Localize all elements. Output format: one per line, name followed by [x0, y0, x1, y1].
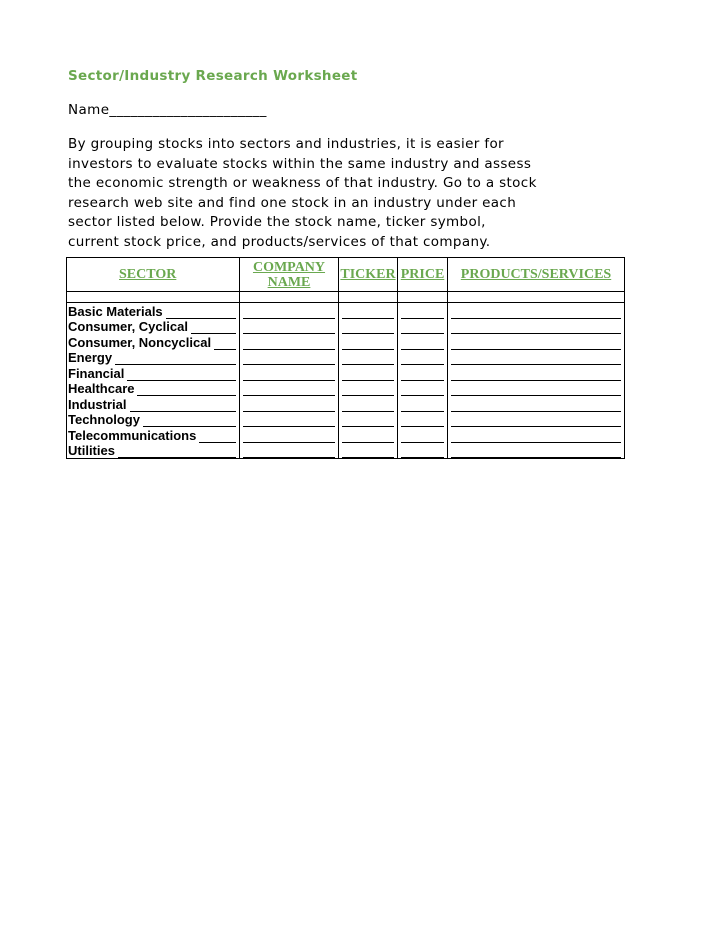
company-name-blank[interactable] — [240, 365, 339, 381]
company-name-blank[interactable] — [240, 396, 339, 412]
header-company-name: COMPANY NAME — [240, 258, 339, 292]
sector-label: Consumer, Cyclical — [68, 319, 188, 334]
sector-label: Basic Materials — [68, 303, 163, 319]
products-services-blank[interactable] — [448, 334, 625, 350]
table-row — [67, 396, 625, 412]
price-blank[interactable] — [398, 365, 448, 381]
price-blank[interactable] — [398, 396, 448, 412]
fill-in-line — [342, 457, 394, 458]
fill-in-line — [451, 457, 621, 458]
spacer-cell — [240, 292, 339, 303]
table-row — [67, 334, 625, 350]
sector-rows — [67, 303, 625, 459]
spacer-cell — [398, 292, 448, 303]
table-row — [67, 350, 625, 366]
sector-label: Energy — [68, 350, 113, 365]
sector-cell — [67, 427, 240, 443]
table-row — [67, 443, 625, 459]
table-row — [67, 427, 625, 443]
ticker-blank[interactable] — [339, 396, 398, 412]
instructions-paragraph — [68, 135, 568, 253]
company-name-blank[interactable] — [240, 319, 339, 335]
instructions-line: current stock price, and products/services of that company. — [68, 233, 491, 250]
sector-cell — [67, 365, 240, 381]
header-sector: SECTOR — [67, 258, 240, 292]
spacer-cell — [339, 292, 398, 303]
company-name-blank[interactable] — [240, 443, 339, 459]
table-row — [67, 319, 625, 335]
worksheet-title: Sector/Industry Research Worksheet — [68, 68, 358, 84]
company-name-blank[interactable] — [240, 350, 339, 366]
sector-label: Utilities — [68, 443, 115, 458]
header-price: PRICE — [398, 258, 448, 292]
sector-cell — [67, 381, 240, 397]
ticker-blank[interactable] — [339, 412, 398, 428]
table-row — [67, 381, 625, 397]
price-blank[interactable] — [398, 427, 448, 443]
sector-cell — [67, 396, 240, 412]
products-services-blank[interactable] — [448, 381, 625, 397]
research-table — [66, 257, 625, 459]
sector-cell — [67, 443, 240, 459]
products-services-blank[interactable] — [448, 396, 625, 412]
products-services-blank[interactable] — [448, 412, 625, 428]
products-services-blank[interactable] — [448, 365, 625, 381]
sector-cell — [67, 412, 240, 428]
products-services-blank[interactable] — [448, 427, 625, 443]
name-field-line: Name______________________ — [68, 102, 267, 118]
ticker-blank[interactable] — [339, 443, 398, 459]
sector-label: Consumer, Noncyclical — [68, 334, 212, 350]
table-row — [67, 412, 625, 428]
company-name-blank[interactable] — [240, 381, 339, 397]
sector-label: Telecommunications — [68, 427, 197, 443]
price-blank[interactable] — [398, 319, 448, 335]
fill-in-line — [243, 457, 335, 458]
sector-label: Financial — [68, 365, 125, 381]
products-services-blank[interactable] — [448, 319, 625, 335]
sector-cell — [67, 303, 240, 319]
price-blank[interactable] — [398, 443, 448, 459]
instructions-line: research web site and find one stock in an industry under each — [68, 194, 517, 211]
price-blank[interactable] — [398, 334, 448, 350]
instructions-line: By grouping stocks into sectors and industries, it is easier for — [68, 136, 504, 152]
spacer-cell — [448, 292, 625, 303]
table-spacer-row — [67, 292, 625, 303]
table-row — [67, 365, 625, 381]
sector-label: Technology — [68, 412, 140, 427]
table-row — [67, 303, 625, 319]
ticker-blank[interactable] — [339, 303, 398, 319]
price-blank[interactable] — [398, 381, 448, 397]
fill-in-line — [118, 457, 236, 458]
company-name-blank[interactable] — [240, 303, 339, 319]
price-blank[interactable] — [398, 412, 448, 428]
ticker-blank[interactable] — [339, 334, 398, 350]
sector-cell — [67, 319, 240, 335]
ticker-blank[interactable] — [339, 365, 398, 381]
company-name-blank[interactable] — [240, 334, 339, 350]
header-ticker: TICKER — [339, 258, 398, 292]
instructions-line: the economic strength or weakness of that industry. Go to a stock — [68, 175, 537, 192]
price-blank[interactable] — [398, 350, 448, 366]
sector-label: Industrial — [68, 396, 127, 412]
spacer-cell — [67, 292, 240, 303]
fill-in-line — [401, 457, 444, 458]
products-services-blank[interactable] — [448, 443, 625, 459]
products-services-blank[interactable] — [448, 350, 625, 366]
sector-label: Healthcare — [68, 381, 135, 396]
table-header-row — [67, 258, 625, 292]
instructions-line: sector listed below. Provide the stock name, ticker symbol, — [68, 214, 486, 231]
price-blank[interactable] — [398, 303, 448, 319]
company-name-blank[interactable] — [240, 412, 339, 428]
ticker-blank[interactable] — [339, 381, 398, 397]
header-products-services: PRODUCTS/SERVICES — [448, 258, 625, 292]
ticker-blank[interactable] — [339, 350, 398, 366]
ticker-blank[interactable] — [339, 319, 398, 335]
instructions-line: investors to evaluate stocks within the same industry and assess — [68, 155, 532, 172]
products-services-blank[interactable] — [448, 303, 625, 319]
sector-cell — [67, 350, 240, 366]
ticker-blank[interactable] — [339, 427, 398, 443]
sector-cell — [67, 334, 240, 350]
company-name-blank[interactable] — [240, 427, 339, 443]
